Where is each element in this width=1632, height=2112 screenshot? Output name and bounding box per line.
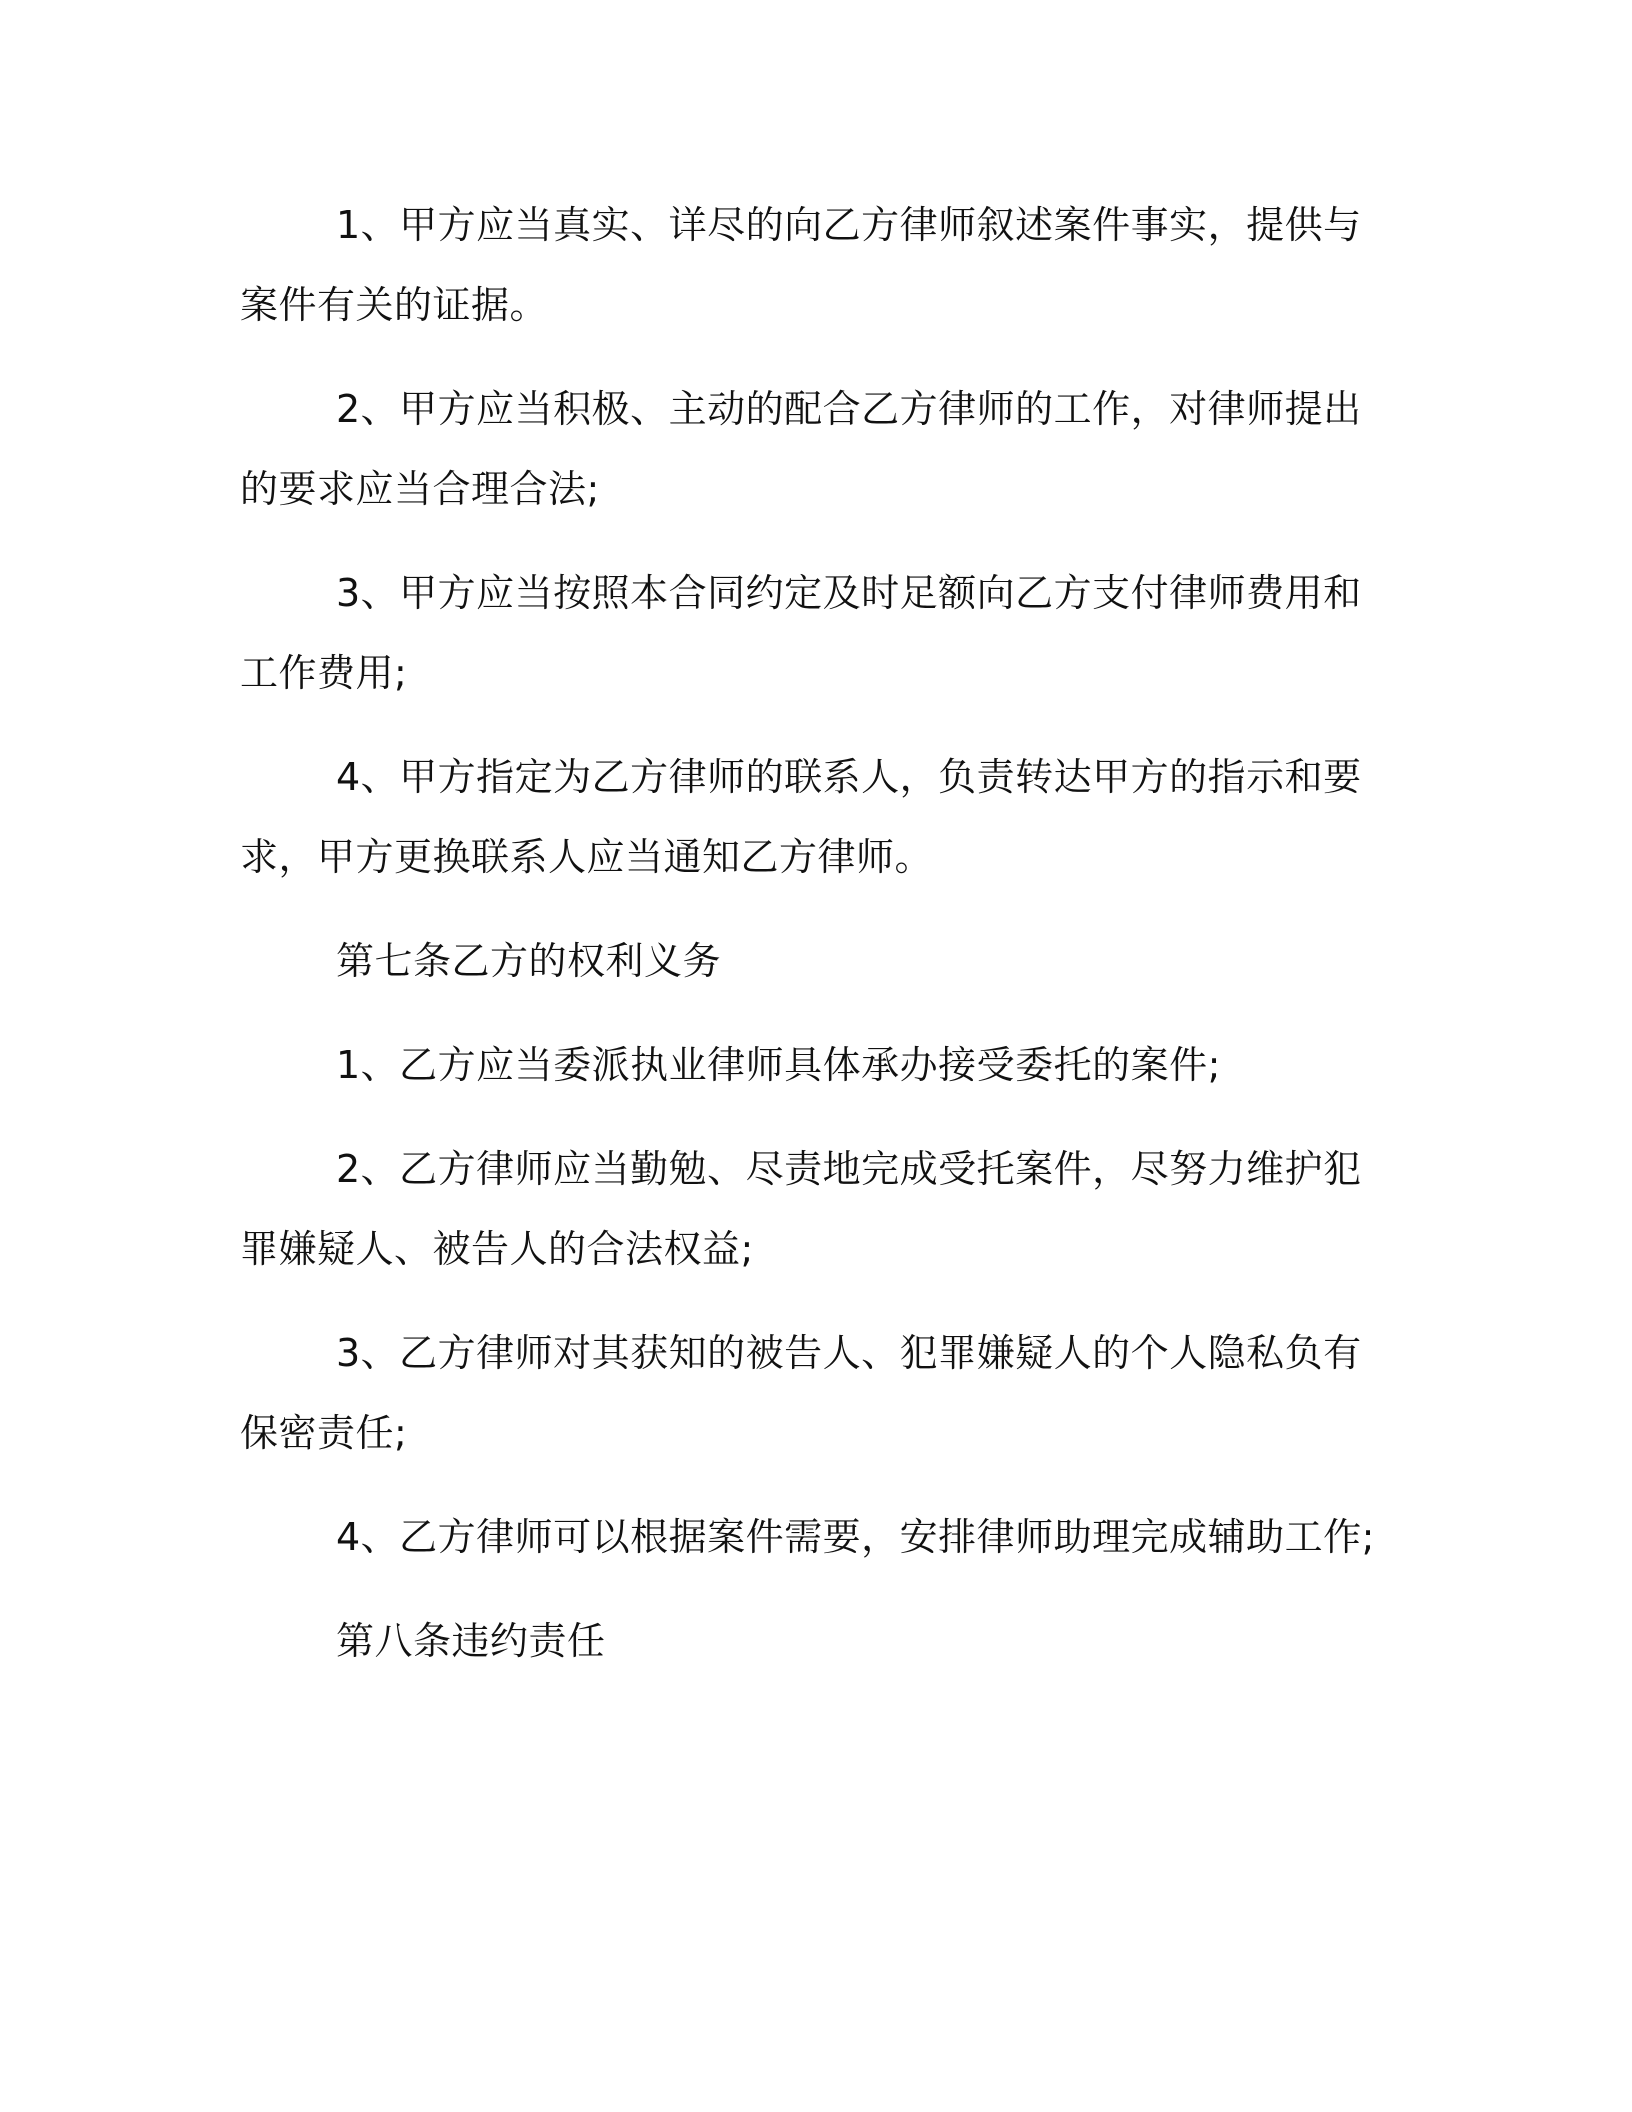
party-a-duty-2: 2、甲方应当积极、主动的配合乙方律师的工作，对律师提出的要求应当合理合法;	[240, 387, 1362, 511]
section-8-heading: 第八条违约责任	[336, 1619, 606, 1663]
document-body	[240, 185, 1380, 1705]
party-a-duty-3: 3、甲方应当按照本合同约定及时足额向乙方支付律师费用和工作费用;	[240, 571, 1362, 695]
party-b-duty-3: 3、乙方律师对其获知的被告人、犯罪嫌疑人的个人隐私负有保密责任;	[240, 1331, 1362, 1455]
party-b-duty-1: 1、乙方应当委派执业律师具体承办接受委托的案件;	[336, 1043, 1221, 1087]
party-a-duty-1: 1、甲方应当真实、详尽的向乙方律师叙述案件事实，提供与案件有关的证据。	[240, 203, 1362, 327]
party-b-duty-2: 2、乙方律师应当勤勉、尽责地完成受托案件，尽努力维护犯罪嫌疑人、被告人的合法权益;	[240, 1147, 1362, 1271]
party-a-duty-4: 4、甲方指定为乙方律师的联系人，负责转达甲方的指示和要求，甲方更换联系人应当通知乙方律师。	[240, 755, 1362, 879]
party-b-duty-4: 4、乙方律师可以根据案件需要，安排律师助理完成辅助工作;	[336, 1515, 1375, 1559]
section-7-heading: 第七条乙方的权利义务	[336, 939, 722, 983]
